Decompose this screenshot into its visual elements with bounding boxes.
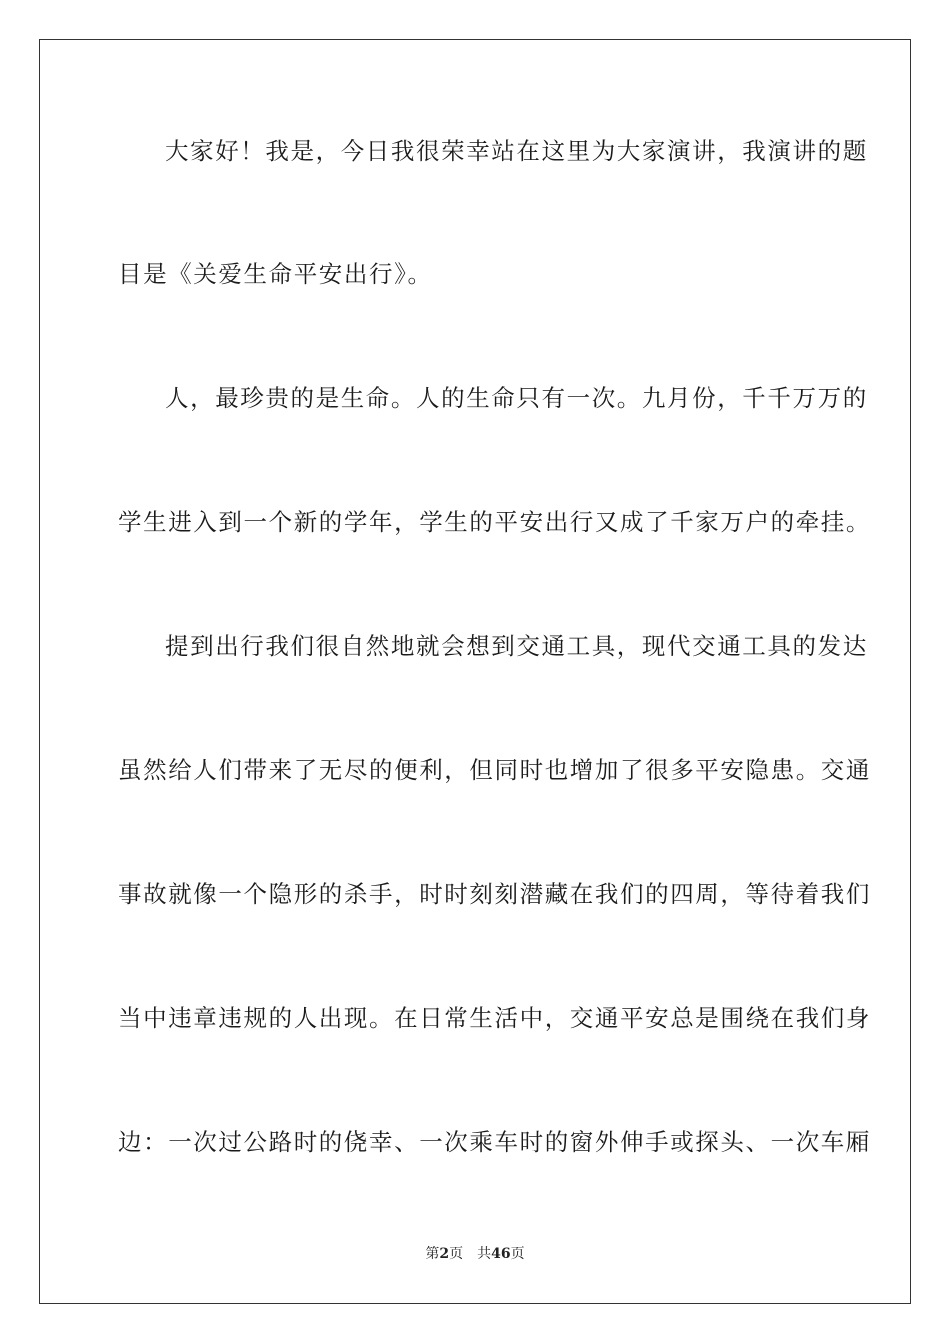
paragraph-line: 虽然给人们带来了无尽的便利，但同时也增加了很多平安隐患。交通 xyxy=(118,756,871,784)
paragraph-line: 学生进入到一个新的学年，学生的平安出行又成了千家万户的牵挂。 xyxy=(118,508,871,536)
total-pages: 46 xyxy=(491,1246,511,1262)
total-prefix: 共 xyxy=(477,1246,492,1262)
paragraph-line: 边：一次过公路时的侥幸、一次乘车时的窗外伸手或探头、一次车厢 xyxy=(118,1128,871,1156)
paragraph-line: 目是《关爱生命平安出行》。 xyxy=(118,260,433,288)
paragraph-line: 当中违章违规的人出现。在日常生活中，交通平安总是围绕在我们身 xyxy=(118,1004,871,1032)
page-number: 2 xyxy=(439,1246,450,1262)
total-suffix: 页 xyxy=(510,1246,525,1262)
paragraph-line: 事故就像一个隐形的杀手，时时刻刻潜藏在我们的四周，等待着我们 xyxy=(118,880,871,908)
paragraph-line: 提到出行我们很自然地就会想到交通工具，现代交通工具的发达 xyxy=(165,632,868,660)
page-suffix: 页 xyxy=(449,1246,464,1262)
paragraph-line: 大家好！我是，今日我很荣幸站在这里为大家演讲，我演讲的题 xyxy=(165,137,868,165)
page-prefix: 第 xyxy=(425,1246,440,1262)
page-footer xyxy=(0,1244,950,1264)
paragraph-line: 人，最珍贵的是生命。人的生命只有一次。九月份，千千万万的 xyxy=(165,384,868,412)
page-frame xyxy=(39,39,911,1304)
